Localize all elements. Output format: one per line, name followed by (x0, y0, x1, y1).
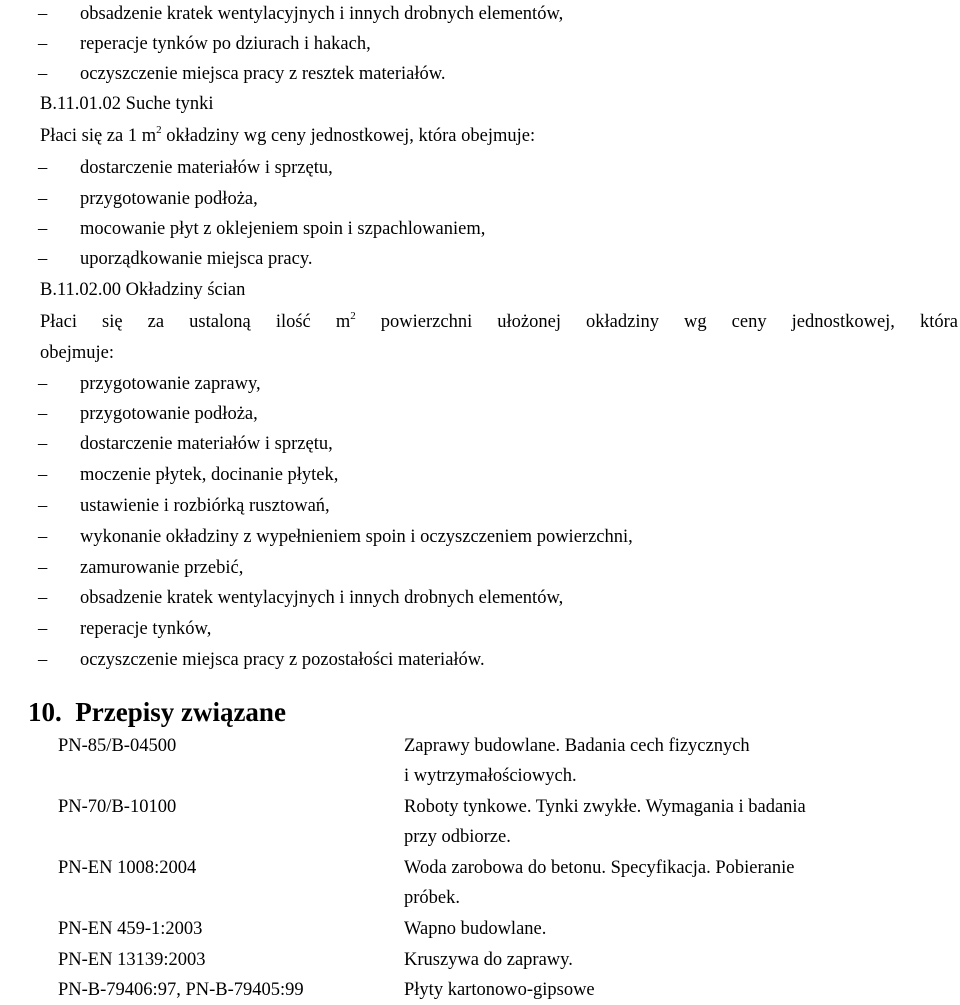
dash-bullet: – (38, 374, 48, 394)
section-heading: 10. Przepisy związane (28, 697, 286, 727)
dash-bullet: – (38, 434, 48, 454)
norm-description: Kruszywa do zaprawy. (404, 950, 573, 970)
dash-bullet: – (38, 558, 48, 578)
dash-bullet: – (38, 249, 48, 269)
dash-bullet: – (38, 527, 48, 547)
dash-bullet: – (38, 650, 48, 670)
section-intro: Płaci się za ustaloną ilość $m^2$ powierzchni ułożonej okładziny wg ceny jednostkowej, która (40, 310, 958, 332)
section-code: B.11.01.02 Suche tynki (40, 94, 214, 114)
section-code: B.11.02.00 Okładziny ścian (40, 280, 246, 300)
norm-description: Roboty tynkowe. Tynki zwykłe. Wymagania i badania (404, 797, 806, 817)
dash-bullet: – (38, 4, 48, 24)
section-intro: Płaci się za 1 $m^2$ okładziny wg ceny jednostkowej, która obejmuje: (40, 124, 536, 146)
dash-bullet: – (38, 588, 48, 608)
dash-bullet: – (38, 34, 48, 54)
norm-code: PN-EN 459-1:2003 (58, 919, 203, 939)
norm-description: Płyty kartonowo-gipsowe (404, 980, 595, 1000)
norm-code: PN-85/B-04500 (58, 736, 177, 756)
dash-bullet: – (38, 158, 48, 178)
norm-description: i wytrzymałościowych. (404, 766, 577, 786)
document-page: – obsadzenie kratek wentylacyjnych i innych drobnych elementów, – reperacje tynków po dziurach i hakach, – oczyszczenie miejsca pracy z resztek materiałów. B.11.01.02 Suche tynki Płaci się za 1 $m^2$ okładziny wg ceny jednostkowej, która obejmuje: – dostarczenie materiałów i sprzętu, – przygotowanie podłoża, – mocowanie płyt z oklejeniem spoin i szpachlowaniem, – uporządkowanie miejsca pracy. B.11.02.00 Okładziny ścian Płaci się za ustaloną ilość $m^2$ powierzchni ułożonej okładziny wg ceny jednostkowej, która obejmuje: – przygotowanie zaprawy, – przygotowanie podłoża, – dostarczenie materiałów i sprzętu, – moczenie płytek, docinanie płytek, – ustawienie i rozbiórką rusztowań, – wykonanie okładziny z wypełnieniem spoin i oczyszczeniem powierzchni, – zamurowanie przebić, – obsadzenie kratek wentylacyjnych i innych drobnych elementów, – reperacje tynków, – oczyszczenie miejsca pracy z pozostałości materiałów. 10. Przepisy związane PN-85/B-04500 Zaprawy budowlane. Badania cech fizycznych i wytrzymałościowych. PN-70/B-10100 Roboty tynkowe. Tynki zwykłe. Wymagania i badania przy odbiorze. PN-EN 1008:2004 Woda zarobowa do betonu. Specyfikacja. Pobieranie próbek. PN-EN 459-1:2003 Wapno budowlane. PN-EN 13139:2003 Kruszywa do zaprawy. PN-B-79406:97, PN-B-79405:99 Płyty kartonowo-gipsowe (28, 4, 958, 1000)
norm-description: Woda zarobowa do betonu. Specyfikacja. Pobieranie (404, 858, 795, 878)
norm-description: próbek. (404, 888, 460, 908)
dash-bullet: – (38, 219, 48, 239)
norm-description: Zaprawy budowlane. Badania cech fizycznych (404, 736, 750, 756)
section-intro-continued: obejmuje: (40, 343, 114, 363)
dash-bullet: – (38, 465, 48, 485)
dash-bullet: – (38, 64, 48, 84)
dash-bullet: – (38, 404, 48, 424)
norm-code: PN-70/B-10100 (58, 797, 177, 817)
norm-code: PN-B-79406:97, PN-B-79405:99 (58, 980, 304, 1000)
dash-bullet: – (38, 619, 48, 639)
dash-bullet: – (38, 189, 48, 209)
dash-bullet: – (38, 496, 48, 516)
norm-code: PN-EN 13139:2003 (58, 950, 206, 970)
norm-code: PN-EN 1008:2004 (58, 858, 197, 878)
norm-description: Wapno budowlane. (404, 919, 547, 939)
norm-description: przy odbiorze. (404, 827, 511, 847)
